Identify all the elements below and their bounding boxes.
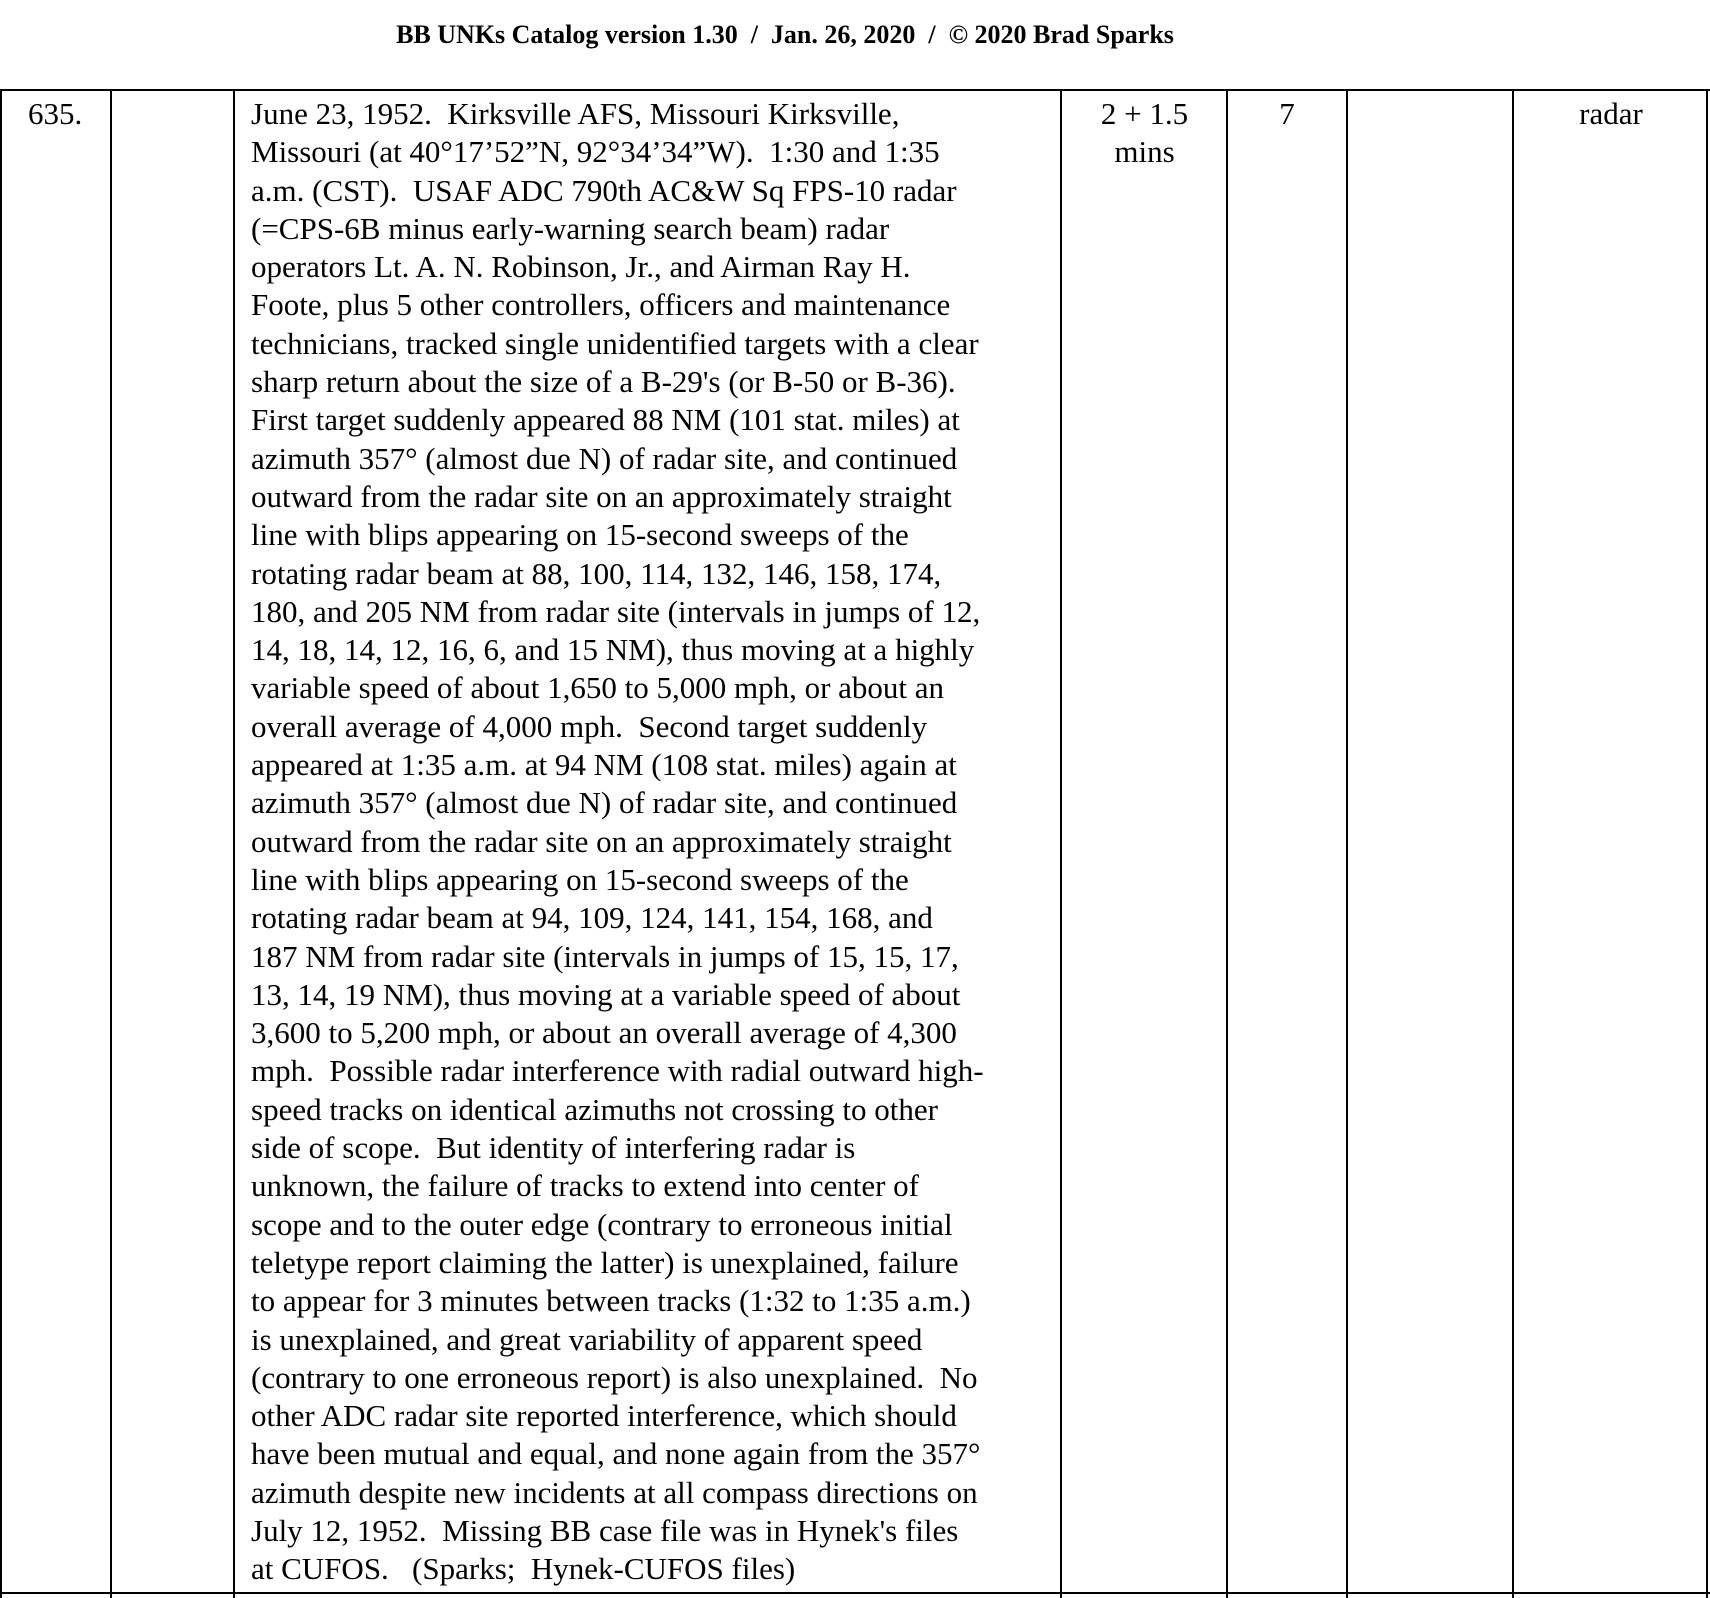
description-line: speed tracks on identical azimuths not crossing to other [251,1091,938,1127]
description-line: Foote, plus 5 other controllers, officers and maintenance [251,287,951,323]
entry-number: 635. [28,96,83,131]
description-line: 180, and 205 NM from radar site (intervals in jumps of 12, [251,593,981,629]
description-line: other ADC radar site reported interference, which should [251,1398,957,1434]
description-line: outward from the radar site on an approximately straight [251,823,952,859]
entry-duration [1062,95,1227,172]
entry-description [251,95,1051,1589]
description-line: appeared at 1:35 a.m. at 94 NM (108 stat. miles) again at [251,747,957,783]
description-line: rotating radar beam at 88, 100, 114, 132, 146, 158, 174, [251,555,942,591]
description-line: teletype report claiming the latter) is unexplained, failure [251,1244,959,1280]
description-line: azimuth 357° (almost due N) of radar site, and continued [251,785,958,821]
description-line: outward from the radar site on an approximately straight [251,478,952,514]
description-line: sharp return about the size of a B-29's (or B-50 or B-36). [251,364,956,400]
description-line: (contrary to one erroneous report) is also unexplained. No [251,1359,978,1395]
catalog-table [0,89,1710,1598]
description-line: a.m. (CST). USAF ADC 790th AC&W Sq FPS-10 radar [251,172,957,208]
column-divider [1060,91,1062,1598]
description-line: 14, 18, 14, 12, 16, 6, and 15 NM), thus moving at a highly [251,632,975,668]
description-line: is unexplained, and great variability of apparent speed [251,1321,923,1357]
row-divider [2,1592,1710,1594]
duration-line: mins [1114,134,1175,170]
column-divider [233,91,235,1598]
duration-line: 2 + 1.5 [1100,96,1189,131]
description-line: 187 NM from radar site (intervals in jumps of 15, 15, 17, [251,938,959,974]
column-divider [1346,91,1348,1598]
page-header: BB UNKs Catalog version 1.30 / Jan. 26, 2020 / © 2020 Brad Sparks [396,20,1174,49]
description-line: variable speed of about 1,650 to 5,000 mph, or about an [251,670,945,706]
entry-witness-count: 7 [1279,96,1295,131]
description-line: operators Lt. A. N. Robinson, Jr., and Airman Ray H. [251,249,911,285]
description-line: Missouri (at 40°17’52”N, 92°34’34”W). 1:30 and 1:35 [251,134,940,170]
description-line: line with blips appearing on 15-second sweeps of the [251,861,909,897]
description-line: 3,600 to 5,200 mph, or about an overall average of 4,300 [251,1015,957,1051]
description-line: First target suddenly appeared 88 NM (101 stat. miles) at [251,402,960,438]
description-line: overall average of 4,000 mph. Second target suddenly [251,708,928,744]
description-line: azimuth 357° (almost due N) of radar site, and continued [251,440,958,476]
description-line: unknown, the failure of tracks to extend into center of [251,1168,919,1204]
column-divider [1226,91,1228,1598]
description-line: 13, 14, 19 NM), thus moving at a variable speed of about [251,976,961,1012]
description-line: to appear for 3 minutes between tracks (1:32 to 1:35 a.m.) [251,1283,971,1319]
column-divider [110,91,112,1598]
description-line: line with blips appearing on 15-second sweeps of the [251,517,909,553]
description-line: side of scope. But identity of interfering radar is [251,1130,856,1166]
column-divider [1706,91,1708,1598]
description-line: rotating radar beam at 94, 109, 124, 141, 154, 168, and [251,900,933,936]
description-line: technicians, tracked single unidentified targets with a clear [251,325,979,361]
description-line: azimuth despite new incidents at all compass directions on [251,1474,978,1510]
description-line: (=CPS-6B minus early-warning search beam) radar [251,210,890,246]
description-line: at CUFOS. (Sparks; Hynek-CUFOS files) [251,1551,796,1587]
description-line: scope and to the outer edge (contrary to erroneous initial [251,1206,953,1242]
description-line: July 12, 1952. Missing BB case file was in Hynek's files [251,1512,959,1548]
description-line: have been mutual and equal, and none again from the 357° [251,1436,981,1472]
column-divider [1512,91,1514,1598]
description-line: mph. Possible radar interference with radial outward high- [251,1053,984,1089]
entry-type: radar [1579,96,1643,131]
description-line: June 23, 1952. Kirksville AFS, Missouri Kirksville, [251,96,900,131]
